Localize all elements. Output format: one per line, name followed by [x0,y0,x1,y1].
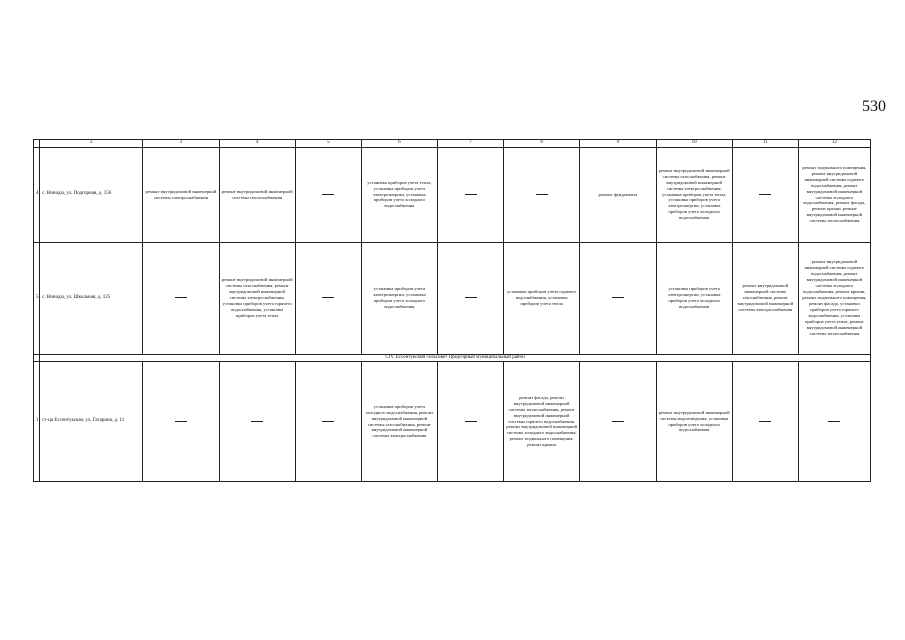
table-cell: ремонт внутридомовой инженерной системы теплоснабжения [219,147,295,242]
table-cell [732,362,798,482]
column-header: 3 [143,140,219,148]
table-cell: ремонт подвального помещения, ремонт внутридомовой инженерной системы горячего водоснабжения, ремонт внутридомовой инженерной системы холодного водоснабжения, ремонт фасада, ремонт крыши, ремонт внутридомовой инженерной системы теплоснабжения [798,147,870,242]
column-header: 5 [295,140,361,148]
dash-mark [465,421,477,422]
section-title: CIV. Ессентукский сельсовет Предгорный муниципальный район [40,354,871,362]
table-cell: установка приборов учета тепла, установка приборов учета электроэнергии, установка приборов учета холодного водоснабжения [361,147,437,242]
table-cell: ремонт фундамента [580,147,656,242]
table-cell [143,242,219,354]
dash-mark [612,297,624,298]
table-cell [503,147,579,242]
dash-mark [828,421,840,422]
table-cell [580,242,656,354]
column-header-row [34,140,871,148]
table-cell [438,362,504,482]
address-cell: с. Виноды, ул. Подгорная, д. 156 [40,147,143,242]
column-header: 6 [361,140,437,148]
dash-mark [322,194,334,195]
column-header: 10 [656,140,732,148]
row-number: 4 [34,147,40,242]
column-header: 11 [732,140,798,148]
dash-mark [536,194,548,195]
dash-mark [175,297,187,298]
dash-mark [251,421,263,422]
dash-mark [175,421,187,422]
table-cell: ремонт внутридомовой инженерной системы газоснабжения, ремонт внутридомовой инженерной системы электроснабжения, установка приборов учета тепла, установка приборов учета электроэнергии, установка приборов учета холодного водоснабжения [656,147,732,242]
column-header: 7 [438,140,504,148]
dash-mark [465,194,477,195]
table-cell: установка приборов учета холодного водоснабжения, ремонт внутридомовой инженерной системы газоснабжения, ремонт внутридомовой инженерной системы электроснабжения [361,362,437,482]
row-number: 5 [34,242,40,354]
table-cell: установка приборов учета горячего водоснабжения, установка приборов учета тепла [503,242,579,354]
row-number: 1 [34,362,40,482]
table-cell [295,242,361,354]
column-header: 4 [219,140,295,148]
table-cell [732,147,798,242]
table-cell [143,362,219,482]
table-cell: ремонт внутридомовой инженерной системы горячего водоснабжения, ремонт внутридомовой инженерной системы холодного водоснабжения, ремонт крыши, ремонт подвального помещения, ремонт фасада, установка приборов учета горячего водоснабжения, установка приборов учета тепла, ремонт внутридомовой инженерной системы теплоснабжения [798,242,870,354]
table-cell: ремонт внутридомовой инженерной системы водоотведения, установка приборов учета холодного водоснабжения [656,362,732,482]
column-header: 8 [503,140,579,148]
table-cell [438,147,504,242]
table-cell [798,362,870,482]
dash-mark [465,297,477,298]
table-cell: ремонт фасада, ремонт внутридомовой инженерной системы теплоснабжения, ремонт внутридомовой инженерной системы горячего водоснабжения, ремонт внутридомовой инженерной системы холодного водоснабжения, ремонт подвального помещения, ремонт крыши [503,362,579,482]
table-row [34,147,871,242]
column-header: 9 [580,140,656,148]
dash-mark [612,421,624,422]
dash-mark [759,421,771,422]
table-cell: ремонт внутридомовой инженерной системы газоснабжения, ремонт внутридомовой инженерной системы электроснабжения, установка приборов учета горячего водоснабжения, установка приборов учета тепла [219,242,295,354]
table-cell: ремонт внутридомовой инженерной системы электроснабжения [143,147,219,242]
dash-mark [322,421,334,422]
dash-mark [759,194,771,195]
table-cell [438,242,504,354]
column-header: 12 [798,140,870,148]
table-cell: установка приборов учета электроэнергии, установка приборов учета холодного водоснабжения [656,242,732,354]
repair-plan-table [33,139,871,482]
table-cell [580,362,656,482]
address-cell: с. Виноды, ул. Школьная, д. 125 [40,242,143,354]
dash-mark [322,297,334,298]
column-header: 2 [40,140,143,148]
address-cell: ст-ца Ессентукская, ул. Гагарина, д. 11 [40,362,143,482]
table-cell: ремонт внутридомовой инженерной системы газоснабжения, ремонт внутридомовой инженерной системы электроснабжения [732,242,798,354]
table-row [34,362,871,482]
table-cell: установка приборов учета электроэнергии, установка приборов учета холодного водоснабжения [361,242,437,354]
page-number: 530 [862,98,886,115]
table-cell [219,362,295,482]
table-cell [295,147,361,242]
section-header-row [34,354,871,362]
table-row [34,242,871,354]
table-cell [295,362,361,482]
